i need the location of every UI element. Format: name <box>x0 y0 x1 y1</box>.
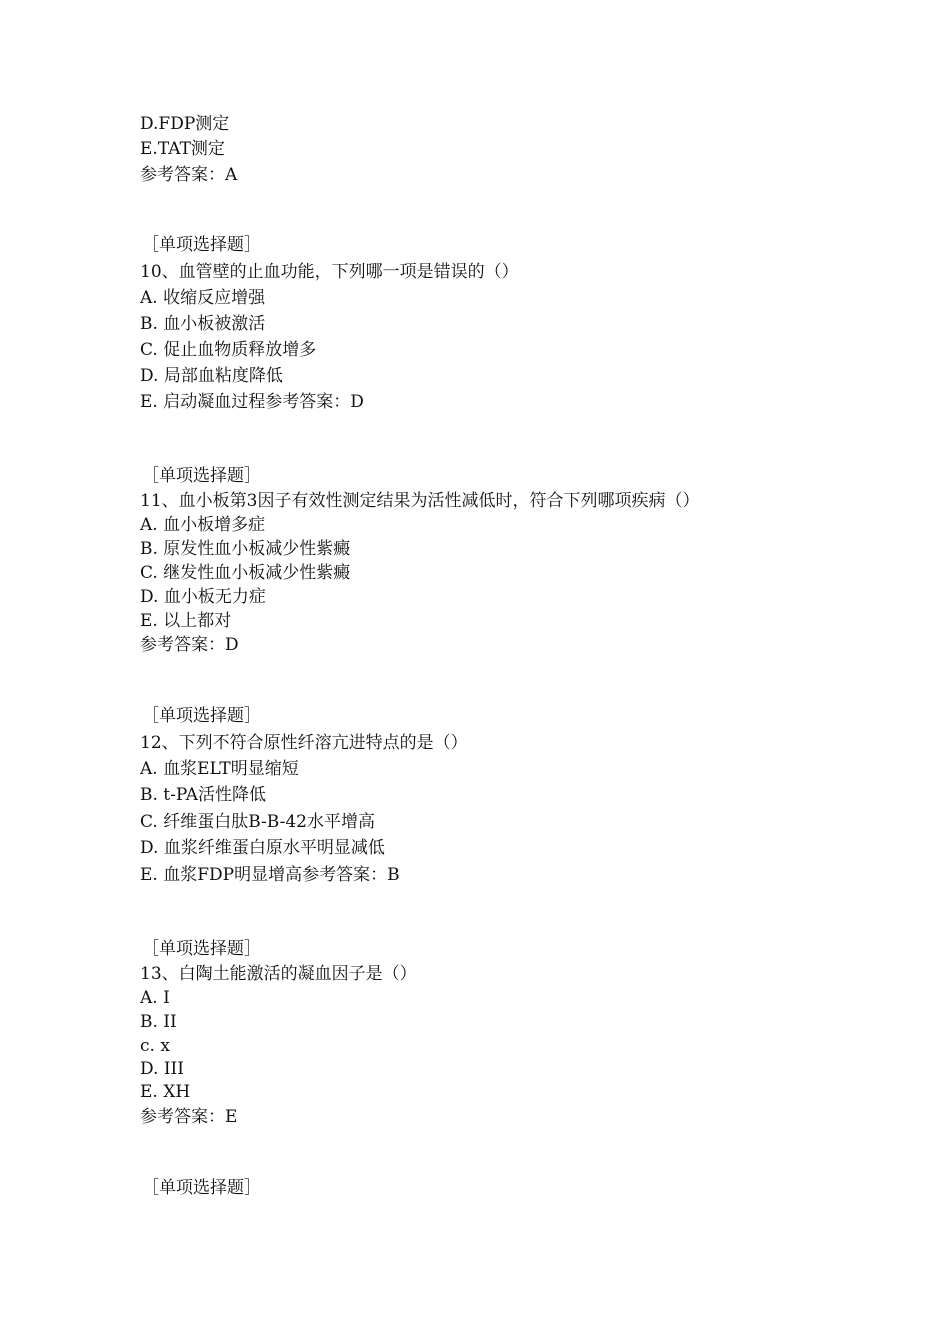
option-line: D. III <box>140 1059 184 1079</box>
option-line: A. 血浆ELT明显缩短 <box>140 759 299 779</box>
question-type-tag: ［单项选择题］ <box>142 706 261 726</box>
option-line: B. II <box>140 1012 177 1032</box>
question-type-tag: ［单项选择题］ <box>142 466 261 486</box>
option-line: E.TAT测定 <box>140 139 225 159</box>
question-type-tag: ［单项选择题］ <box>142 939 261 959</box>
option-line: D. 血浆纤维蛋白原水平明显减低 <box>140 838 385 858</box>
option-line: E. 以上都对 <box>140 611 232 631</box>
option-line: D.FDP测定 <box>140 114 230 134</box>
option-line: D. 血小板无力症 <box>140 587 266 607</box>
answer-line: 参考答案：E <box>140 1107 238 1127</box>
question-type-tag: ［单项选择题］ <box>142 235 261 255</box>
option-line: A. 收缩反应增强 <box>140 288 266 308</box>
option-line: E. XH <box>140 1082 191 1102</box>
option-line: D. 局部血粘度降低 <box>140 366 283 386</box>
option-line: B. t-PA活性降低 <box>140 785 267 805</box>
option-line: A. I <box>140 988 170 1008</box>
question-stem: 11、血小板第3因子有效性测定结果为活性减低时，符合下列哪项疾病（） <box>140 491 700 511</box>
option-line: B. 血小板被激活 <box>140 314 266 334</box>
answer-line: 参考答案：D <box>140 635 239 655</box>
question-type-tag: ［单项选择题］ <box>142 1178 261 1198</box>
option-line: B. 原发性血小板减少性紫癜 <box>140 539 351 559</box>
question-stem: 10、血管壁的止血功能，下列哪一项是错误的（） <box>140 262 519 282</box>
option-line: E. 启动凝血过程参考答案：D <box>140 392 364 412</box>
option-line: C. 继发性血小板减少性紫癜 <box>140 563 351 583</box>
question-stem: 12、下列不符合原性纤溶亢进特点的是（） <box>140 733 468 753</box>
option-line: C. 纤维蛋白肽B-B-42水平增高 <box>140 812 375 832</box>
option-line: c. x <box>140 1036 170 1056</box>
answer-line: 参考答案：A <box>140 165 238 185</box>
option-line: C. 促止血物质释放增多 <box>140 340 317 360</box>
question-stem: 13、白陶土能激活的凝血因子是（） <box>140 964 417 984</box>
option-line: A. 血小板增多症 <box>140 515 266 535</box>
option-line: E. 血浆FDP明显增高参考答案：B <box>140 865 400 885</box>
